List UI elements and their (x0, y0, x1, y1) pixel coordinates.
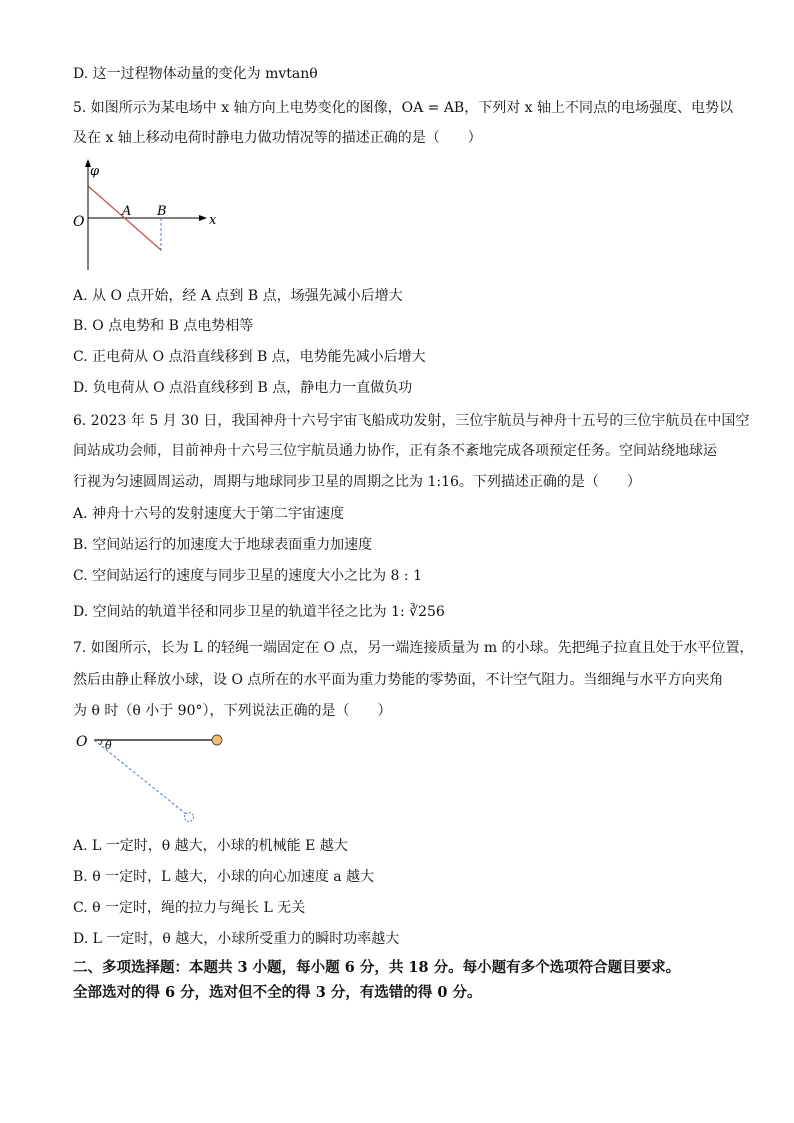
label-o: O (73, 214, 85, 230)
label-x: x (209, 213, 217, 228)
q6-option-c: C. 空间站运行的速度与同步卫星的速度大小之比为 8 : 1 (73, 568, 422, 584)
label-a: A (122, 204, 132, 219)
q6-stem-line-2: 间站成功会师，目前神舟十六号三位宇航员通力协作，正有条不紊地完成各项预定任务。空间站绕地球运 (73, 443, 717, 459)
q6-stem-line-3: 行视为匀速圆周运动，周期与地球同步卫星的周期之比为 1:16。下列描述正确的是（ ） (73, 474, 641, 490)
q7-option-d: D. L 一定时，θ 越大，小球所受重力的瞬时功率越大 (73, 931, 400, 947)
q7-stem-line-1: 7. 如图所示，长为 L 的轻绳一端固定在 O 点，另一端连接质量为 m 的小球。先把绳子拉直且处于水平位置， (73, 640, 754, 656)
q7-stem-line-2: 然后由静止释放小球，设 O 点所在的水平面为重力势能的零势面，不计空气阻力。当细绳与水平方向夹角 (73, 672, 724, 688)
section2-heading-line-2: 全部选对的得 6 分，选对但不全的得 3 分，有选错的得 0 分。 (73, 984, 482, 1001)
q5-option-c: C. 正电荷从 O 点沿直线移到 B 点，电势能先减小后增大 (73, 349, 426, 365)
x-axis-arrow (199, 215, 207, 221)
q5-potential-graph (70, 158, 230, 273)
q5-stem-line-1: 5. 如图所示为某电场中 x 轴方向上电势变化的图像，OA = AB，下列对 x 轴上不同点的电场强度、电势以 (73, 100, 734, 116)
q4-option-d: D. 这一过程物体动量的变化为 mvtanθ (73, 66, 318, 82)
label-theta: θ (105, 739, 112, 752)
section2-heading-line-1: 二、多项选择题：本题共 3 小题，每小题 6 分，共 18 分。每小题有多个选项符合题目要求。 (73, 959, 681, 976)
q6-option-d: D. 空间站的轨道半径和同步卫星的轨道半径之比为 1: ∛256 (73, 604, 445, 620)
q6-option-b: B. 空间站运行的加速度大于地球表面重力加速度 (73, 537, 373, 553)
ball (212, 735, 222, 745)
q6-option-a: A. 神舟十六号的发射速度大于第二宇宙速度 (73, 506, 345, 522)
q5-option-b: B. O 点电势和 B 点电势相等 (73, 318, 254, 334)
q7-option-a: A. L 一定时，θ 越大，小球的机械能 E 越大 (73, 838, 348, 854)
q6-stem-line-1: 6. 2023 年 5 月 30 日，我国神舟十六号宇宙飞船成功发射，三位宇航员与神舟十五号的三位宇航员在中国空 (73, 413, 750, 429)
angle-arc (100, 740, 102, 745)
q7-stem-line-3: 为 θ 时（θ 小于 90°），下列说法正确的是（ ） (73, 703, 392, 719)
label-b: B (157, 204, 167, 219)
q5-option-d: D. 负电荷从 O 点沿直线移到 B 点，静电力一直做负功 (73, 380, 413, 396)
q7-pendulum-figure (72, 728, 232, 828)
q5-stem-line-2: 及在 x 轴上移动电荷时静电力做功情况等的描述正确的是（ ） (73, 130, 482, 146)
q5-option-a: A. 从 O 点开始，经 A 点到 B 点，场强先减小后增大 (73, 288, 403, 304)
q7-option-c: C. θ 一定时，绳的拉力与绳长 L 无关 (73, 900, 306, 916)
label-o: O (76, 734, 88, 750)
label-phi: φ (90, 164, 100, 179)
q7-option-b: B. θ 一定时，L 越大，小球的向心加速度 a 越大 (73, 869, 375, 885)
